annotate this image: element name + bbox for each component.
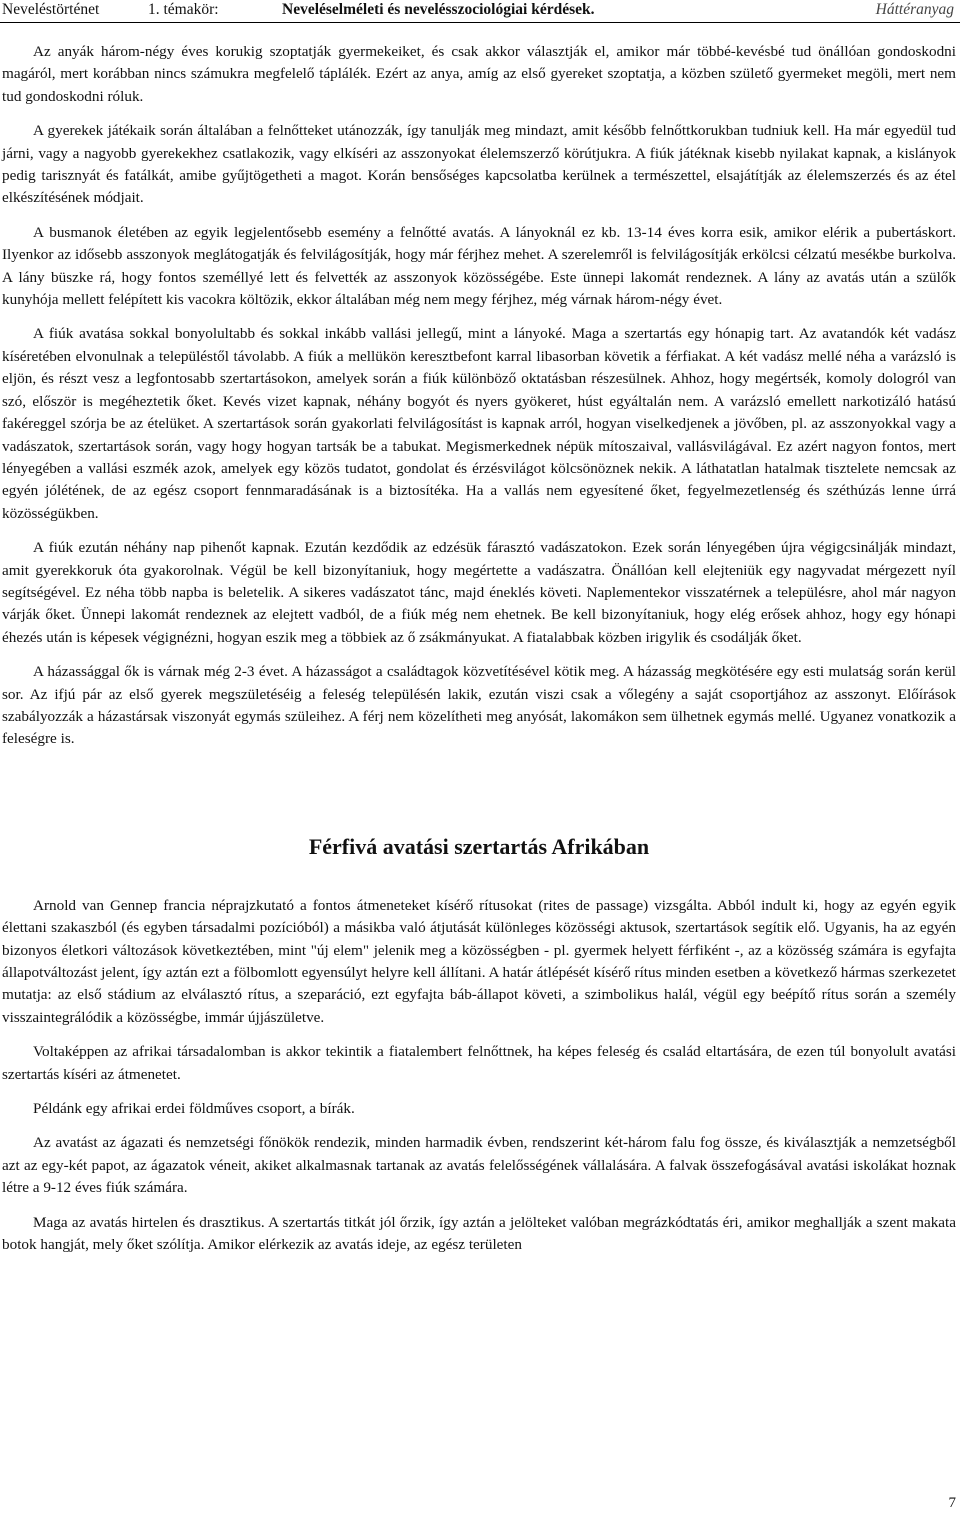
paragraph: Példánk egy afrikai erdei földműves csoport, a bírák. — [33, 1100, 355, 1118]
paragraph: Maga az avatás hirtelen és drasztikus. A szertartás titkát jól őrzik, így aztán a jelölteket valóban megrázkódtatás éri, amikor meghallják a szent makata botok hangját, mely őket szólítja. Amikor elérkezik az avatás ideje, az egész területen — [2, 1213, 956, 1254]
section-heading: Férfivá avatási szertartás Afrikában — [308, 833, 650, 859]
paragraph: Arnold van Gennep francia néprajzkutató a fontos átmeneteket kísérő rítusokat (rites de passage) vizsgálta. Abból indult ki, hogy az egyén egyik élettani szakaszból (és egyben társadalmi pozícióból) a másikba való átjutását különleges közösségi aktusok, szertartások segítik elő. Ugyanis, ha az egyén bizonyos életkori változások következtében, mint "új elem" jelenik meg a közösségben - pl. gyermek helyett férfiként -, az a közösség számára is egyfajta állapotváltozást jelent, így aztán ezt a fölbomlott egyensúlyt helyre kell állítani. A határ átlépését kísérő rítus minden esetben a következő hármas szerkezetet mutatja: az első stádium az elválasztó rítus, a szeparáció, ezt egyfajta báb-állapot követi, a szimbolikus halál, végül egy beépítő rítus során a személy visszaintegrálódik a közösségbe, immár újjászületve. — [2, 896, 956, 1026]
page-content — [2, 41, 956, 1268]
paragraph: A busmanok életében az egyik legjelentősebb esemény a felnőtté avatás. A lányoknál ez kb. 13-14 éves korra esik, amikor elérik a pubertáskort. Ilyenkor az idősebb asszonyok meglátogatják és felvilágosítják, hogy már férjhez mehet. A szerelemről is felvilágosítják erkölcsi célzatú mesékbe burkolva. A lány büszke rá, hogy fontos személlyé lett és felvették az asszonyok közösségébe. Este ünnepi lakomát rendeznek. A lány az avatás után a szülők kunyhója mellett felépített kis vacokra költözik, ekkor általában még nem megy férjhez, még várnak három-négy évet. — [2, 223, 956, 309]
paragraph: A házassággal ők is várnak még 2-3 évet. A házasságot a családtagok közvetítésével kötik meg. A házasság megkötésére egy esti mulatság során kerül sor. Az ifjú pár az első gyerek megszületéséig a feleség településén lakik, ezután viszi csak a vőlegény a saját csoportjához az asszonyt. Előírások szabályozzák a házastársak viszonyát egymás szüleihez. A férj nem közelítheti meg anyósát, lakomákon sem ülhetnek egymás mellé. Ugyanez vonatkozik a feleségre is. — [2, 663, 956, 748]
paragraph: A fiúk avatása sokkal bonyolultabb és sokkal inkább vallási jellegű, mint a lányoké. Maga a szertartás egy hónapig tart. Az avatandók két vadász kíséretében elvonulnak a településtől távolabb. A fiúk a mellükön keresztbefont karral libasorban követik a férfiakat. A két vadász mellé néha a varázsló is eljön, és részt vesz a legfontosabb szertartásokon, amelyek során a fiúk különböző oktatásban részesülnek. Ahhoz, hogy megértsék, komoly dologról van szó, először is megéheztetik őket. Kevés vizet kapnak, néhány bogyót és nyers gyökeret, húst egyáltalán nem. A varázsló emellett narkotizáló hatású fakéreggel szórja be az ételüket. A szertartások során gyakorlati felvilágosítást is kapnak arról, hogyan viselkedjenek a jövőben, pl. az asszonyokkal vagy a vadászatok, szertartások során, vagy hogy hogyan tartsák be a tabukat. Megismerkednek népük mítoszaival, vallásvilágával. Ez azért nagyon fontos, mert lényegében a vallási eszmék azok, amelyek egy közös tudatot, gondolat és érzésvilágot kölcsönöznek nekik. A láthatatlan hatalmak tisztelete nemcsak az egyén jólétének, de az egész csoport fennmaradásának is a biztosítéka. Ha a vallás nem egyesítené őket, fegyelmezetlenség és széthúzás lenne úrrá közösségükben. — [2, 325, 956, 522]
header-title: Neveléselméleti és nevelésszociológiai kérdések. — [282, 1, 595, 18]
paragraph: A gyerekek játékaik során általában a felnőtteket utánozzák, így tanulják meg mindazt, amit később felnőttkorukban tudniuk kell. Ha már egyedül tud járni, vagy a nagyobb gyerekekhez csatlakozik, vagy elkíséri az asszonyokat élelemszerző körútjukra. A fiúk játéknak kisebb nyilakat kapnak, a kislányok pedig tarisznyát és fatálkát, amibe gyűjtögetheti a magot. Korán bensőséges kapcsolatba kerülnek a természettel, elsajátítják az élelemszerzés és az étel elkészítésének módjait. — [2, 122, 956, 207]
header-rule — [0, 22, 960, 23]
header-topic: 1. témakör: — [148, 1, 219, 18]
paragraph: Voltaképpen az afrikai társadalomban is akkor tekintik a fiatalembert felnőttnek, ha képes feleség és család eltartására, de ezen túl bonyolult avatási szertartás kíséri az átmenetet. — [2, 1043, 956, 1083]
running-header — [0, 0, 960, 22]
paragraph: A fiúk ezután néhány nap pihenőt kapnak. Ezután kezdődik az edzésük fárasztó vadászatokon. Ezek során lényegében újra végigcsinálják mindazt, amit gyerekkoruk óta gyakorolnak. Végül be kell bizonyítaniuk, hogy megértette a vadászatra. Önállóan kell elejteniük egy nagyvadat mérgezett nyíl segítségével. Ez néha több napba is beletelik. A sikeres vadászatot tánc, majd éneklés követi. Naplementekor visszatérnek a településre, ahol már nagyon várják őket. Ünnepi lakomát rendeznek az elejtett vadból, de a fiúk még nem ehetnek. Be kell bizonyítaniuk, hogy elég erősek ahhoz, hogy egy hónapi éhezés után is képesek végignézni, hogyan eszik meg a többiek az ő zsákmányukat. A fiatalabbak közben irigylik és csodálják őket. — [2, 539, 956, 646]
page-number: 7 — [948, 1495, 956, 1511]
header-course: Neveléstörténet — [2, 1, 100, 18]
paragraph: Az anyák három-négy éves korukig szoptatják gyermekeiket, és csak akkor választják el, amikor már többé-kevésbé tud önállóan gondoskodni magáról, mert korábban nincs számukra megfelelő táplálék. Ezért az anya, amíg az első gyereket szoptatja, a közben születő gyermeket megöli, mert nem tud gondoskodni róluk. — [2, 43, 956, 105]
paragraph: Az avatást az ágazati és nemzetségi főnökök rendezik, minden harmadik évben, rendszerint két-három falu fog össze, és kiválasztják a nemzetségből azt az egy-két papot, az ágazatok véneit, akiket alkalmasnak tartanak az avatás felelősségének vállalására. A falvak összefogásával avatási iskolákat hoznak létre a 9-12 éves fiúk számára. — [2, 1134, 956, 1197]
header-right-label: Háttéranyag — [875, 1, 954, 18]
